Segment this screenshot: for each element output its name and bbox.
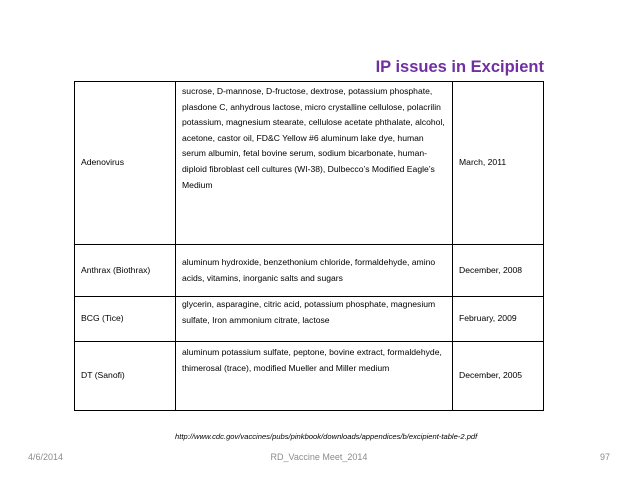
- excipient-table: [74, 81, 544, 411]
- vaccine-name: DT (Sanofi): [75, 342, 176, 411]
- vaccine-name: Adenovirus: [75, 82, 176, 245]
- ingredients-cell: aluminum potassium sulfate, peptone, bovine extract, formaldehyde, thimerosal (trace), modified Mueller and Miller medium: [176, 342, 453, 411]
- table-row: [75, 82, 544, 245]
- ingredients-cell: glycerin, asparagine, citric acid, potassium phosphate, magnesium sulfate, Iron ammonium citrate, lactose: [176, 297, 453, 342]
- date-cell: December, 2005: [453, 342, 544, 411]
- source-link[interactable]: http://www.cdc.gov/vaccines/pubs/pinkbook/downloads/appendices/b/excipient-table-2.pdf: [175, 432, 478, 441]
- slide-title: IP issues in Excipient: [375, 58, 544, 76]
- vaccine-name: BCG (Tice): [75, 297, 176, 342]
- table-row: [75, 342, 544, 411]
- ingredients-cell: sucrose, D-mannose, D-fructose, dextrose, potassium phosphate, plasdone C, anhydrous lactose, micro crystalline cellulose, polacrilin potassium, magnesium stearate, cellulose acetate phthalate, alcohol, acetone, castor oil, FD&C Yellow #6 aluminum lake dye, human serum albumin, fetal bovine serum, sodium bicarbonate, human-diploid fibroblast cell cultures (WI-38), Dulbecco’s Modified Eagle’s Medium: [176, 82, 453, 245]
- page-number: 97: [599, 452, 610, 462]
- table-row: [75, 245, 544, 297]
- date-cell: March, 2011: [453, 82, 544, 245]
- footer-title: RD_Vaccine Meet_2014: [270, 452, 368, 462]
- footer-date: 4/6/2014: [28, 452, 64, 462]
- date-cell: February, 2009: [453, 297, 544, 342]
- table-row: [75, 297, 544, 342]
- vaccine-name: Anthrax (Biothrax): [75, 245, 176, 297]
- ingredients-cell: aluminum hydroxide, benzethonium chloride, formaldehyde, amino acids, vitamins, inorganic salts and sugars: [176, 245, 453, 297]
- date-cell: December, 2008: [453, 245, 544, 297]
